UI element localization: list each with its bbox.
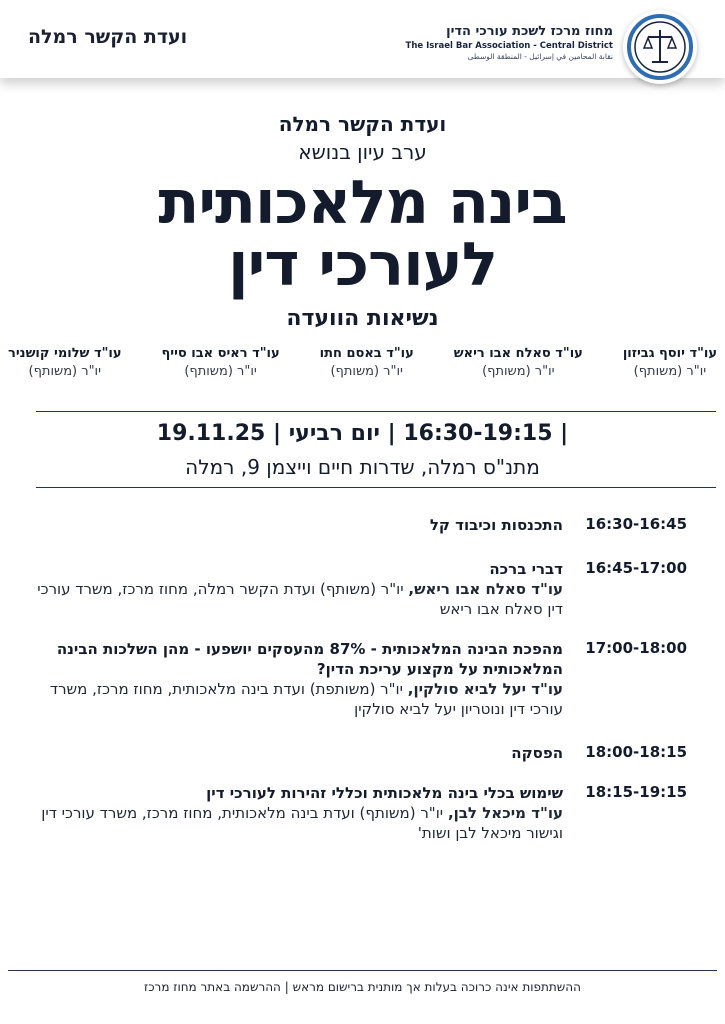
speaker-detail: יו"ר (משותף) ועדת בינה מלאכותית, מחוז מרכז, משרד עורכי דין וגישור מיכאל לבן ושות' xyxy=(41,804,563,842)
member xyxy=(8,346,121,379)
speaker-detail: יו"ר (משותף) ועדת הקשר רמלה, מחוז מרכז, משרד עורכי דין סאלח אבו ריאש xyxy=(37,580,563,618)
member xyxy=(454,346,583,379)
bar-association-logo-text xyxy=(406,24,613,61)
schedule-item xyxy=(27,743,687,763)
schedule-time: 17:00-18:00 xyxy=(585,639,687,657)
member-name: עו"ד ראיס אבו סייף xyxy=(161,346,280,361)
member xyxy=(623,346,717,379)
speaker-name: עו"ד יעל לביא סולקין, xyxy=(407,680,563,698)
member-role: יו"ר (משותף) xyxy=(184,364,257,379)
event-date-time: | 16:30-19:15 | יום רביעי | 19.11.25 xyxy=(156,421,569,446)
divider xyxy=(8,970,717,971)
schedule-item xyxy=(27,783,687,843)
event-title-line2: לעורכי דין xyxy=(227,230,498,300)
speaker-name: עו"ד סאלח אבו ריאש, xyxy=(408,580,563,598)
member-role: יו"ר (משותף) xyxy=(633,364,707,379)
footer-note: ההשתתפות אינה כרוכה בעלות אך מותנית ברישום מראש | ההרשמה באתר מחוז מרכז xyxy=(144,980,581,994)
member-role: יו"ר (משותף) xyxy=(482,364,555,379)
member-name: עו"ד יוסף גביזון xyxy=(622,346,717,361)
member-role: יו"ר (משותף) xyxy=(28,364,101,379)
logo-line-arabic: نقابة المحامين في إسرائيل - المنطقة الوسطى xyxy=(467,52,613,61)
schedule-time: 16:45-17:00 xyxy=(585,559,687,577)
page-header xyxy=(0,0,725,78)
schedule-title: התכנסות וכיבוד קל xyxy=(429,516,563,534)
member-role: יו"ר (משותף) xyxy=(330,364,403,379)
speaker-detail: יו"ר (משותפת) ועדת בינה מלאכותית, מחוז מרכז, משרד עורכי דין ונוטריון יעל לביא סולקין xyxy=(49,680,563,718)
schedule xyxy=(27,515,687,843)
committee-members xyxy=(8,346,717,379)
member xyxy=(320,346,414,379)
member-name: עו"ד שלומי קושניר xyxy=(8,346,122,361)
schedule-time: 18:00-18:15 xyxy=(585,743,687,761)
member-name: עו"ד סאלח אבו ריאש xyxy=(453,346,583,361)
member xyxy=(161,346,279,379)
presidency-label: נשיאות הוועדה xyxy=(286,306,439,331)
logo-line-english: The Israel Bar Association - Central District xyxy=(405,41,613,51)
schedule-item xyxy=(27,639,687,719)
scales-of-justice-icon xyxy=(623,10,697,84)
schedule-time: 16:30-16:45 xyxy=(585,515,687,533)
logo-line-hebrew: מחוז מרכז לשכת עורכי הדין xyxy=(446,24,613,39)
divider xyxy=(36,487,716,488)
schedule-title: דברי ברכה xyxy=(489,560,563,578)
event-title-line1: בינה מלאכותית xyxy=(158,168,567,238)
speaker-name: עו"ד מיכאל לבן, xyxy=(447,804,563,822)
divider xyxy=(36,411,716,412)
schedule-title: מהפכת הבינה המלאכותית - 87% מהעסקים יושפעו - מהן השלכות הבינה המלאכותית על מקצוע עריכת הדין? xyxy=(56,640,563,678)
schedule-title: הפסקה xyxy=(511,744,563,762)
event-subtitle: ערב עיון בנושא xyxy=(298,140,427,164)
event-venue: מתנ"ס רמלה, שדרות חיים וייצמן 9, רמלה xyxy=(185,455,540,479)
schedule-time: 18:15-19:15 xyxy=(585,783,687,801)
schedule-title: שימוש בכלי בינה מלאכותית וכללי זהירות לעורכי דין xyxy=(206,784,563,802)
schedule-item xyxy=(27,559,687,619)
committee-name: ועדת הקשר רמלה xyxy=(278,112,447,136)
header-title: ועדת הקשר רמלה xyxy=(28,26,188,48)
schedule-item xyxy=(27,515,687,535)
member-name: עו"ד באסם חתו xyxy=(319,346,414,361)
